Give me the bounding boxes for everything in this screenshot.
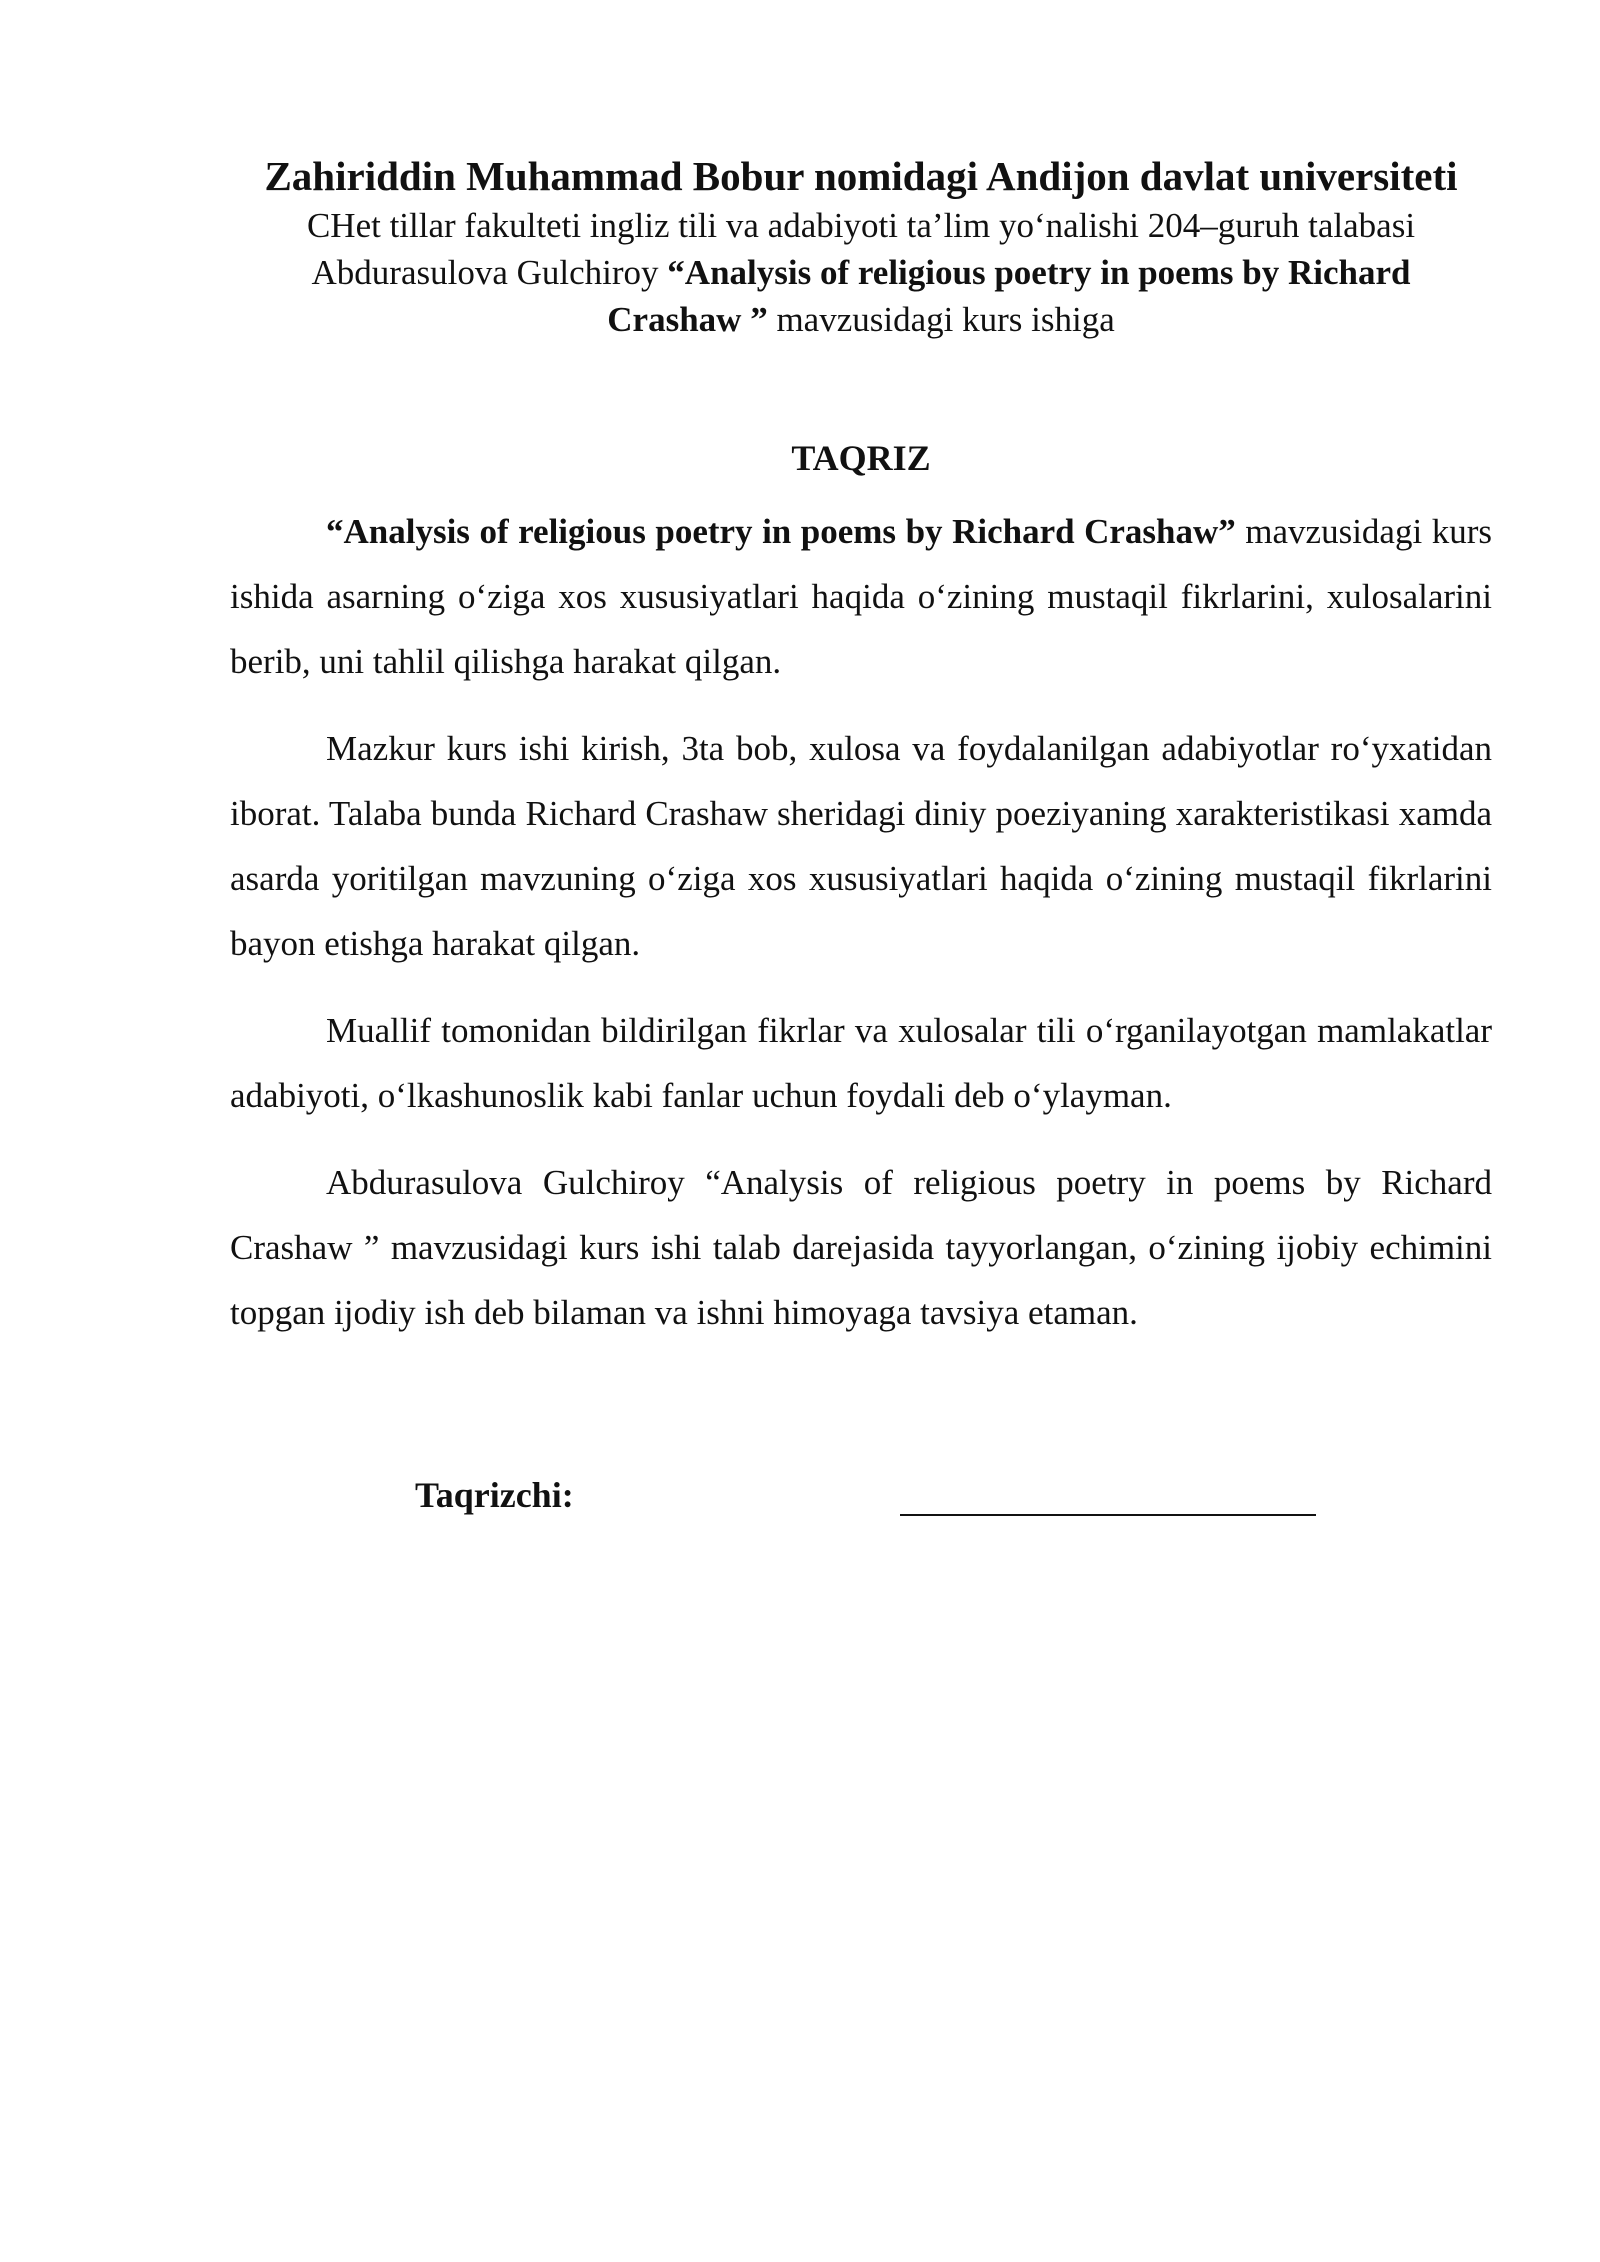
header-faculty-line: CHet tillar fakulteti ingliz tili va adabiyoti ta’lim yo‘nalishi 204–guruh talabasi bbox=[306, 206, 1416, 245]
paragraph-3: Muallif tomonidan bildirilgan fikrlar va xulosalar tili o‘rganilayotgan mamlakatlar adabiyoti, o‘lkashunoslik kabi fanlar uchun foydali deb o‘ylayman. bbox=[230, 1011, 1492, 1115]
paragraph-1-topic: “Analysis of religious poetry in poems by Richard Crashaw” bbox=[326, 512, 1236, 551]
university-title: Zahiriddin Muhammad Bobur nomidagi Andijon davlat universiteti bbox=[264, 153, 1458, 199]
signature-block bbox=[415, 1470, 1415, 1530]
header-suffix: mavzusidagi kurs ishiga bbox=[776, 300, 1115, 339]
header-info bbox=[230, 202, 1492, 343]
paragraph-2: Mazkur kurs ishi kirish, 3ta bob, xulosa va foydalanilgan adabiyotlar ro‘yxatidan iborat. Talaba bunda Richard Crashaw sheridagi diniy poeziyaning xarakteristikasi xamda asarda yoritilgan mavzuning o‘ziga xos xususiyatlari haqida o‘zining mustaqil fikrlarini bayon etishga harakat qilgan. bbox=[230, 729, 1492, 963]
reviewer-label: Taqrizchi: bbox=[415, 1475, 574, 1515]
signature-line bbox=[900, 1514, 1316, 1516]
header-topic: “Analysis of religious poetry in poems by Richard Crashaw ” bbox=[607, 253, 1411, 339]
paragraph-4: Abdurasulova Gulchiroy “Analysis of religious poetry in poems by Richard Crashaw ” mavzusidagi kurs ishi talab darejasida tayyorlangan, o‘zining ijobiy echimini topgan ijodiy ish deb bilaman va ishni himoyaga tavsiya etaman. bbox=[230, 1163, 1492, 1332]
header-student-name: Abdurasulova Gulchiroy bbox=[311, 253, 659, 292]
document-body bbox=[230, 150, 1492, 1515]
review-title: TAQRIZ bbox=[791, 438, 931, 478]
paragraph-1-text: mavzusidagi kurs ishida asarning o‘ziga xos xususiyatlari haqida o‘zining mustaqil fikrlarini, xulosalarini berib, uni tahlil qilishga harakat qilgan. bbox=[230, 512, 1492, 681]
paragraph-1 bbox=[230, 499, 1492, 694]
